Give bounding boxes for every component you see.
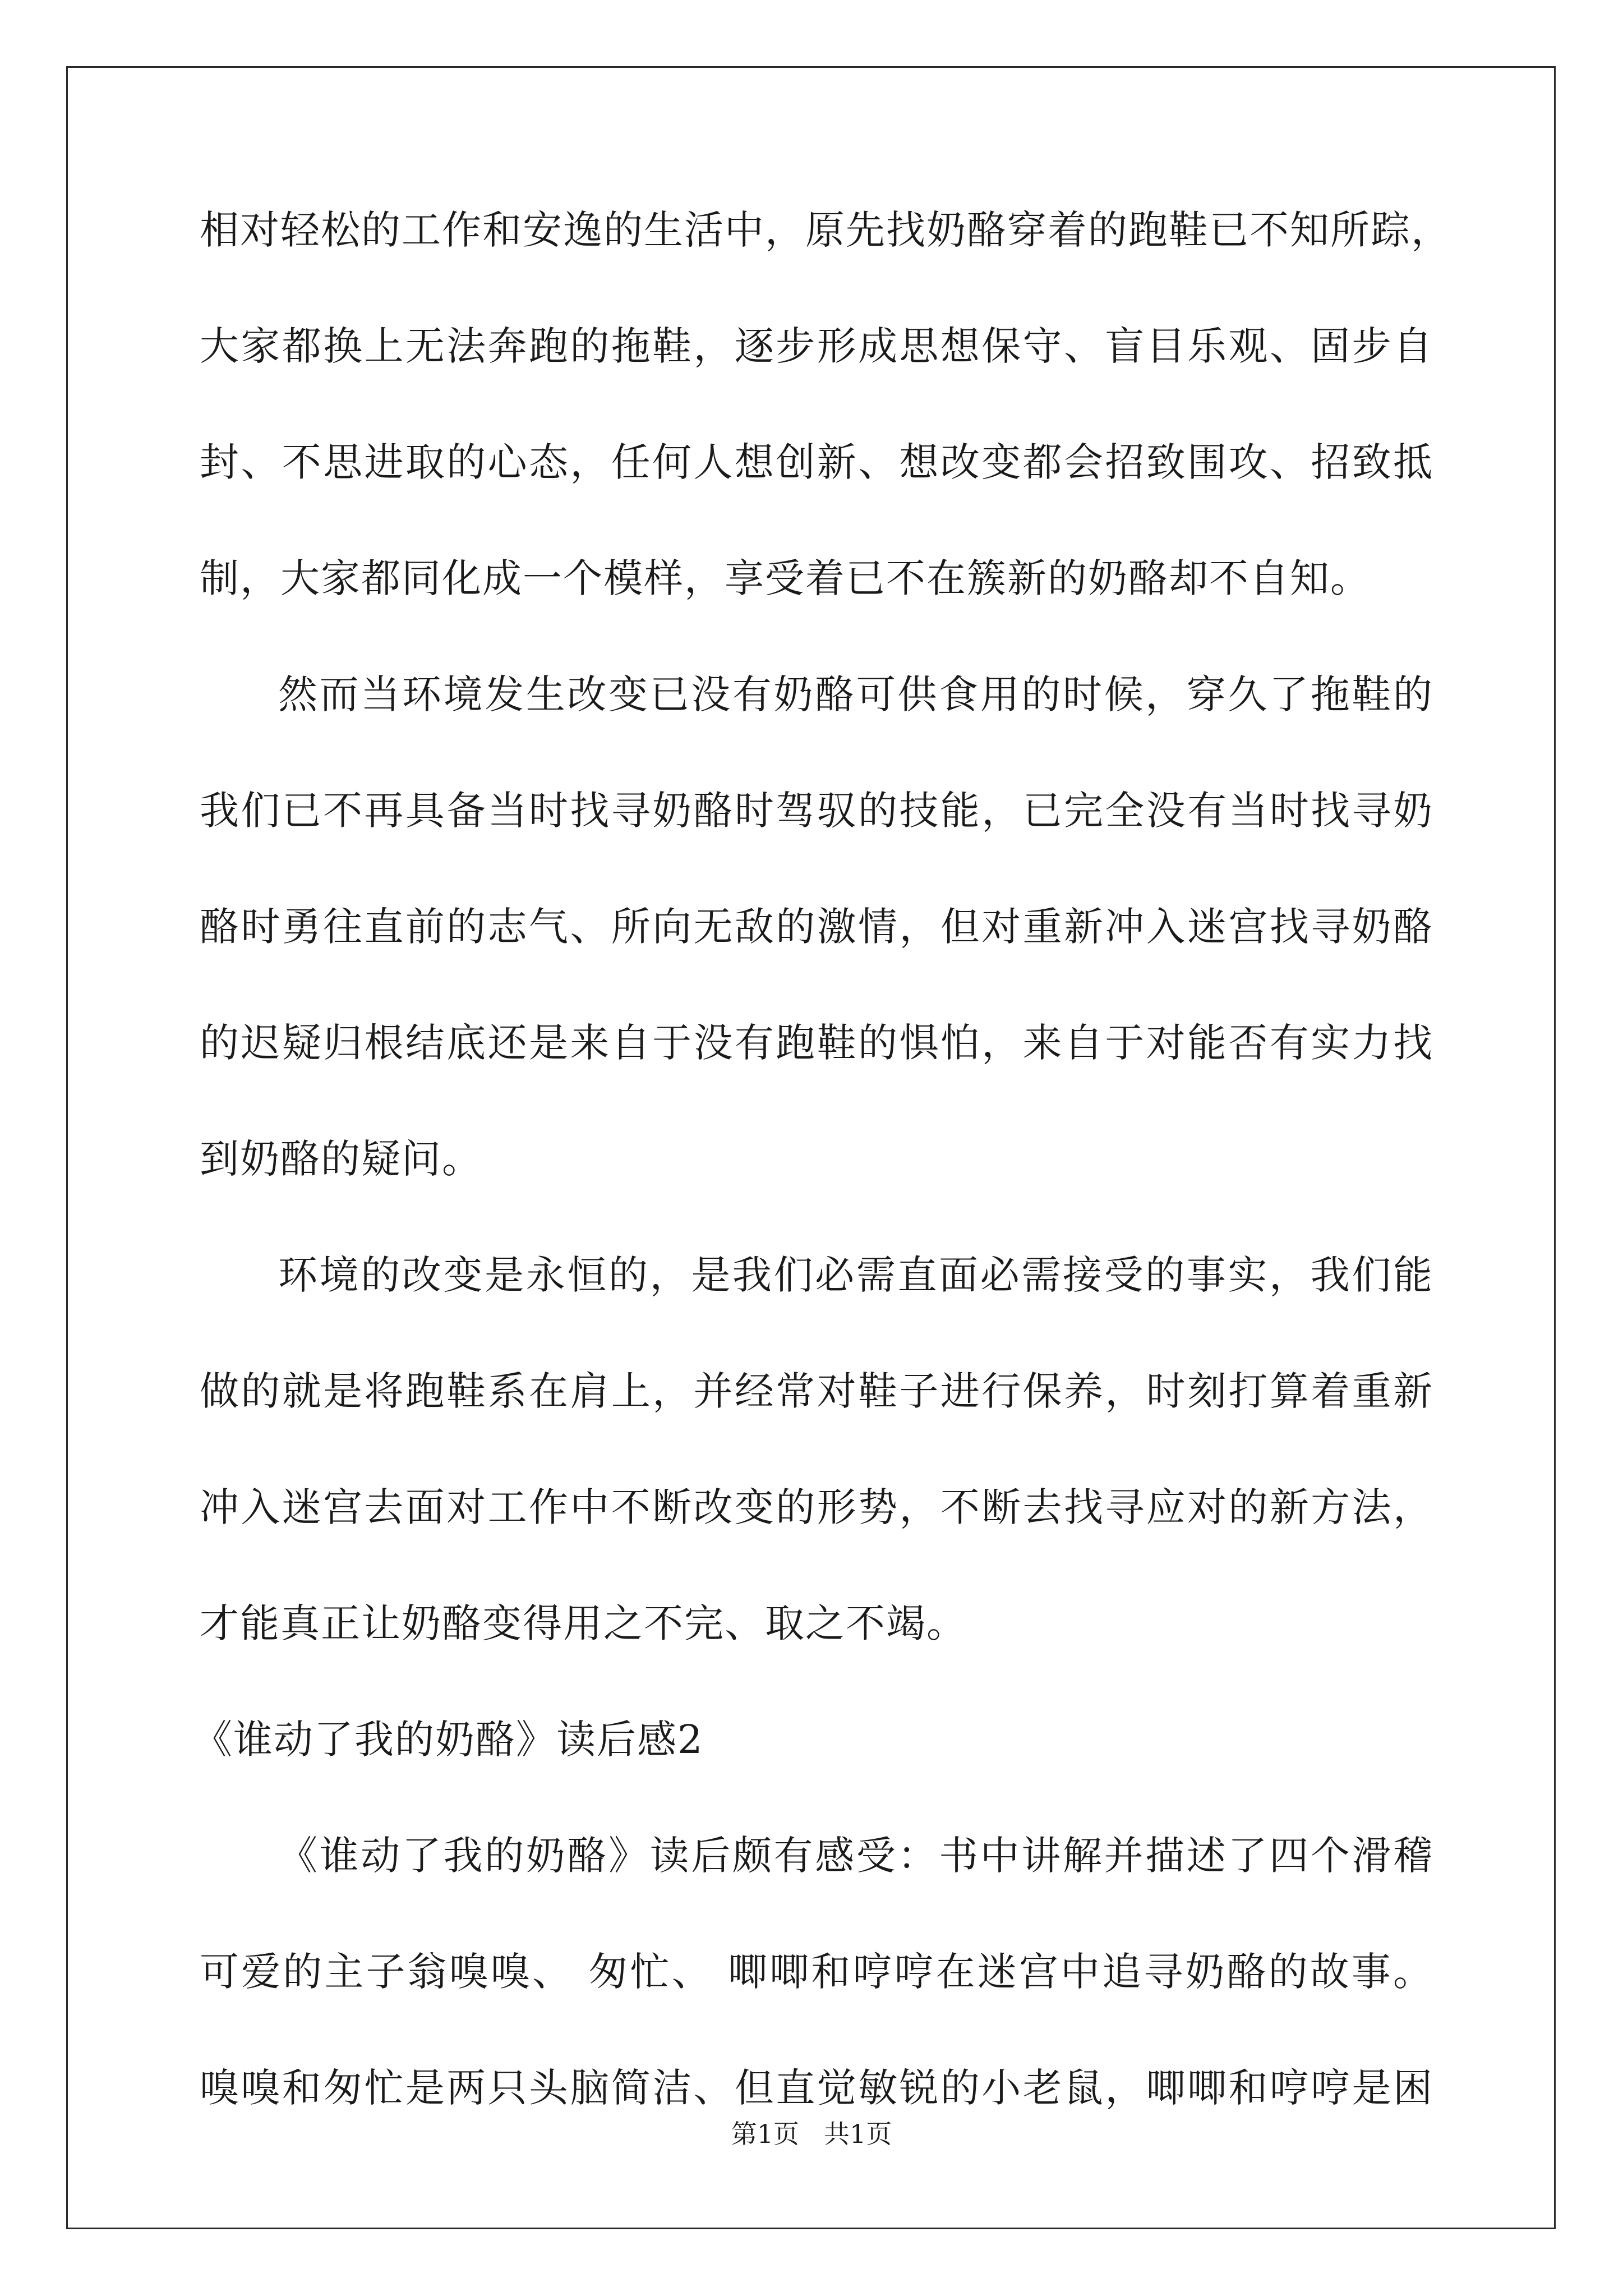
paragraph-line-1: 相对轻松的工作和安逸的生活中，原先找奶酪穿着的跑鞋已不知所踪， bbox=[200, 207, 1451, 253]
paragraph-line-16: 可爱的主子翁嗅嗅、 匆忙、 唧唧和哼哼在迷宫中追寻奶酪的故事。 bbox=[200, 1949, 1433, 1995]
page-number: 第1页 bbox=[731, 2119, 799, 2149]
document-body bbox=[193, 207, 1451, 2182]
paragraph-line-5: 然而当环境发生改变已没有奶酪可供食用的时候，穿久了拖鞋的 bbox=[278, 671, 1433, 717]
paragraph-line-6: 我们已不再具备当时找寻奶酪时驾驭的技能，已完全没有当时找寻奶 bbox=[200, 788, 1433, 834]
paragraph-line-11: 做的就是将跑鞋系在肩上，并经常对鞋子进行保养，时刻打算着重新 bbox=[200, 1368, 1433, 1414]
paragraph-line-9: 到奶酪的疑问。 bbox=[200, 1136, 482, 1182]
paragraph-line-8: 的迟疑归根结底还是来自于没有跑鞋的惧怕，来自于对能否有实力找 bbox=[200, 1020, 1433, 1066]
page-footer bbox=[0, 2118, 1623, 2150]
paragraph-line-2: 大家都换上无法奔跑的拖鞋，逐步形成思想保守、盲目乐观、固步自 bbox=[200, 323, 1433, 369]
paragraph-line-12: 冲入迷宫去面对工作中不断改变的形势，不断去找寻应对的新方法， bbox=[200, 1484, 1433, 1530]
page-total: 共1页 bbox=[824, 2119, 892, 2149]
paragraph-line-17: 嗅嗅和匆忙是两只头脑简洁、但直觉敏锐的小老鼠，唧唧和哼哼是困 bbox=[200, 2065, 1433, 2111]
paragraph-line-10: 环境的改变是永恒的，是我们必需直面必需接受的事实，我们能 bbox=[278, 1252, 1433, 1298]
paragraph-line-13: 才能真正让奶酪变得用之不完、取之不竭。 bbox=[200, 1600, 967, 1646]
paragraph-line-7: 酪时勇往直前的志气、所向无敌的激情，但对重新冲入迷宫找寻奶酪 bbox=[200, 904, 1433, 950]
paragraph-line-3: 封、不思进取的心态，任何人想创新、想改变都会招致围攻、招致抵 bbox=[200, 439, 1433, 485]
paragraph-line-4: 制，大家都同化成一个模样，享受着已不在簇新的奶酪却不自知。 bbox=[200, 555, 1371, 601]
paragraph-line-15: 《谁动了我的奶酪》读后颇有感受：书中讲解并描述了四个滑稽 bbox=[278, 1833, 1433, 1879]
section-heading: 《谁动了我的奶酪》读后感2 bbox=[193, 1717, 704, 1763]
